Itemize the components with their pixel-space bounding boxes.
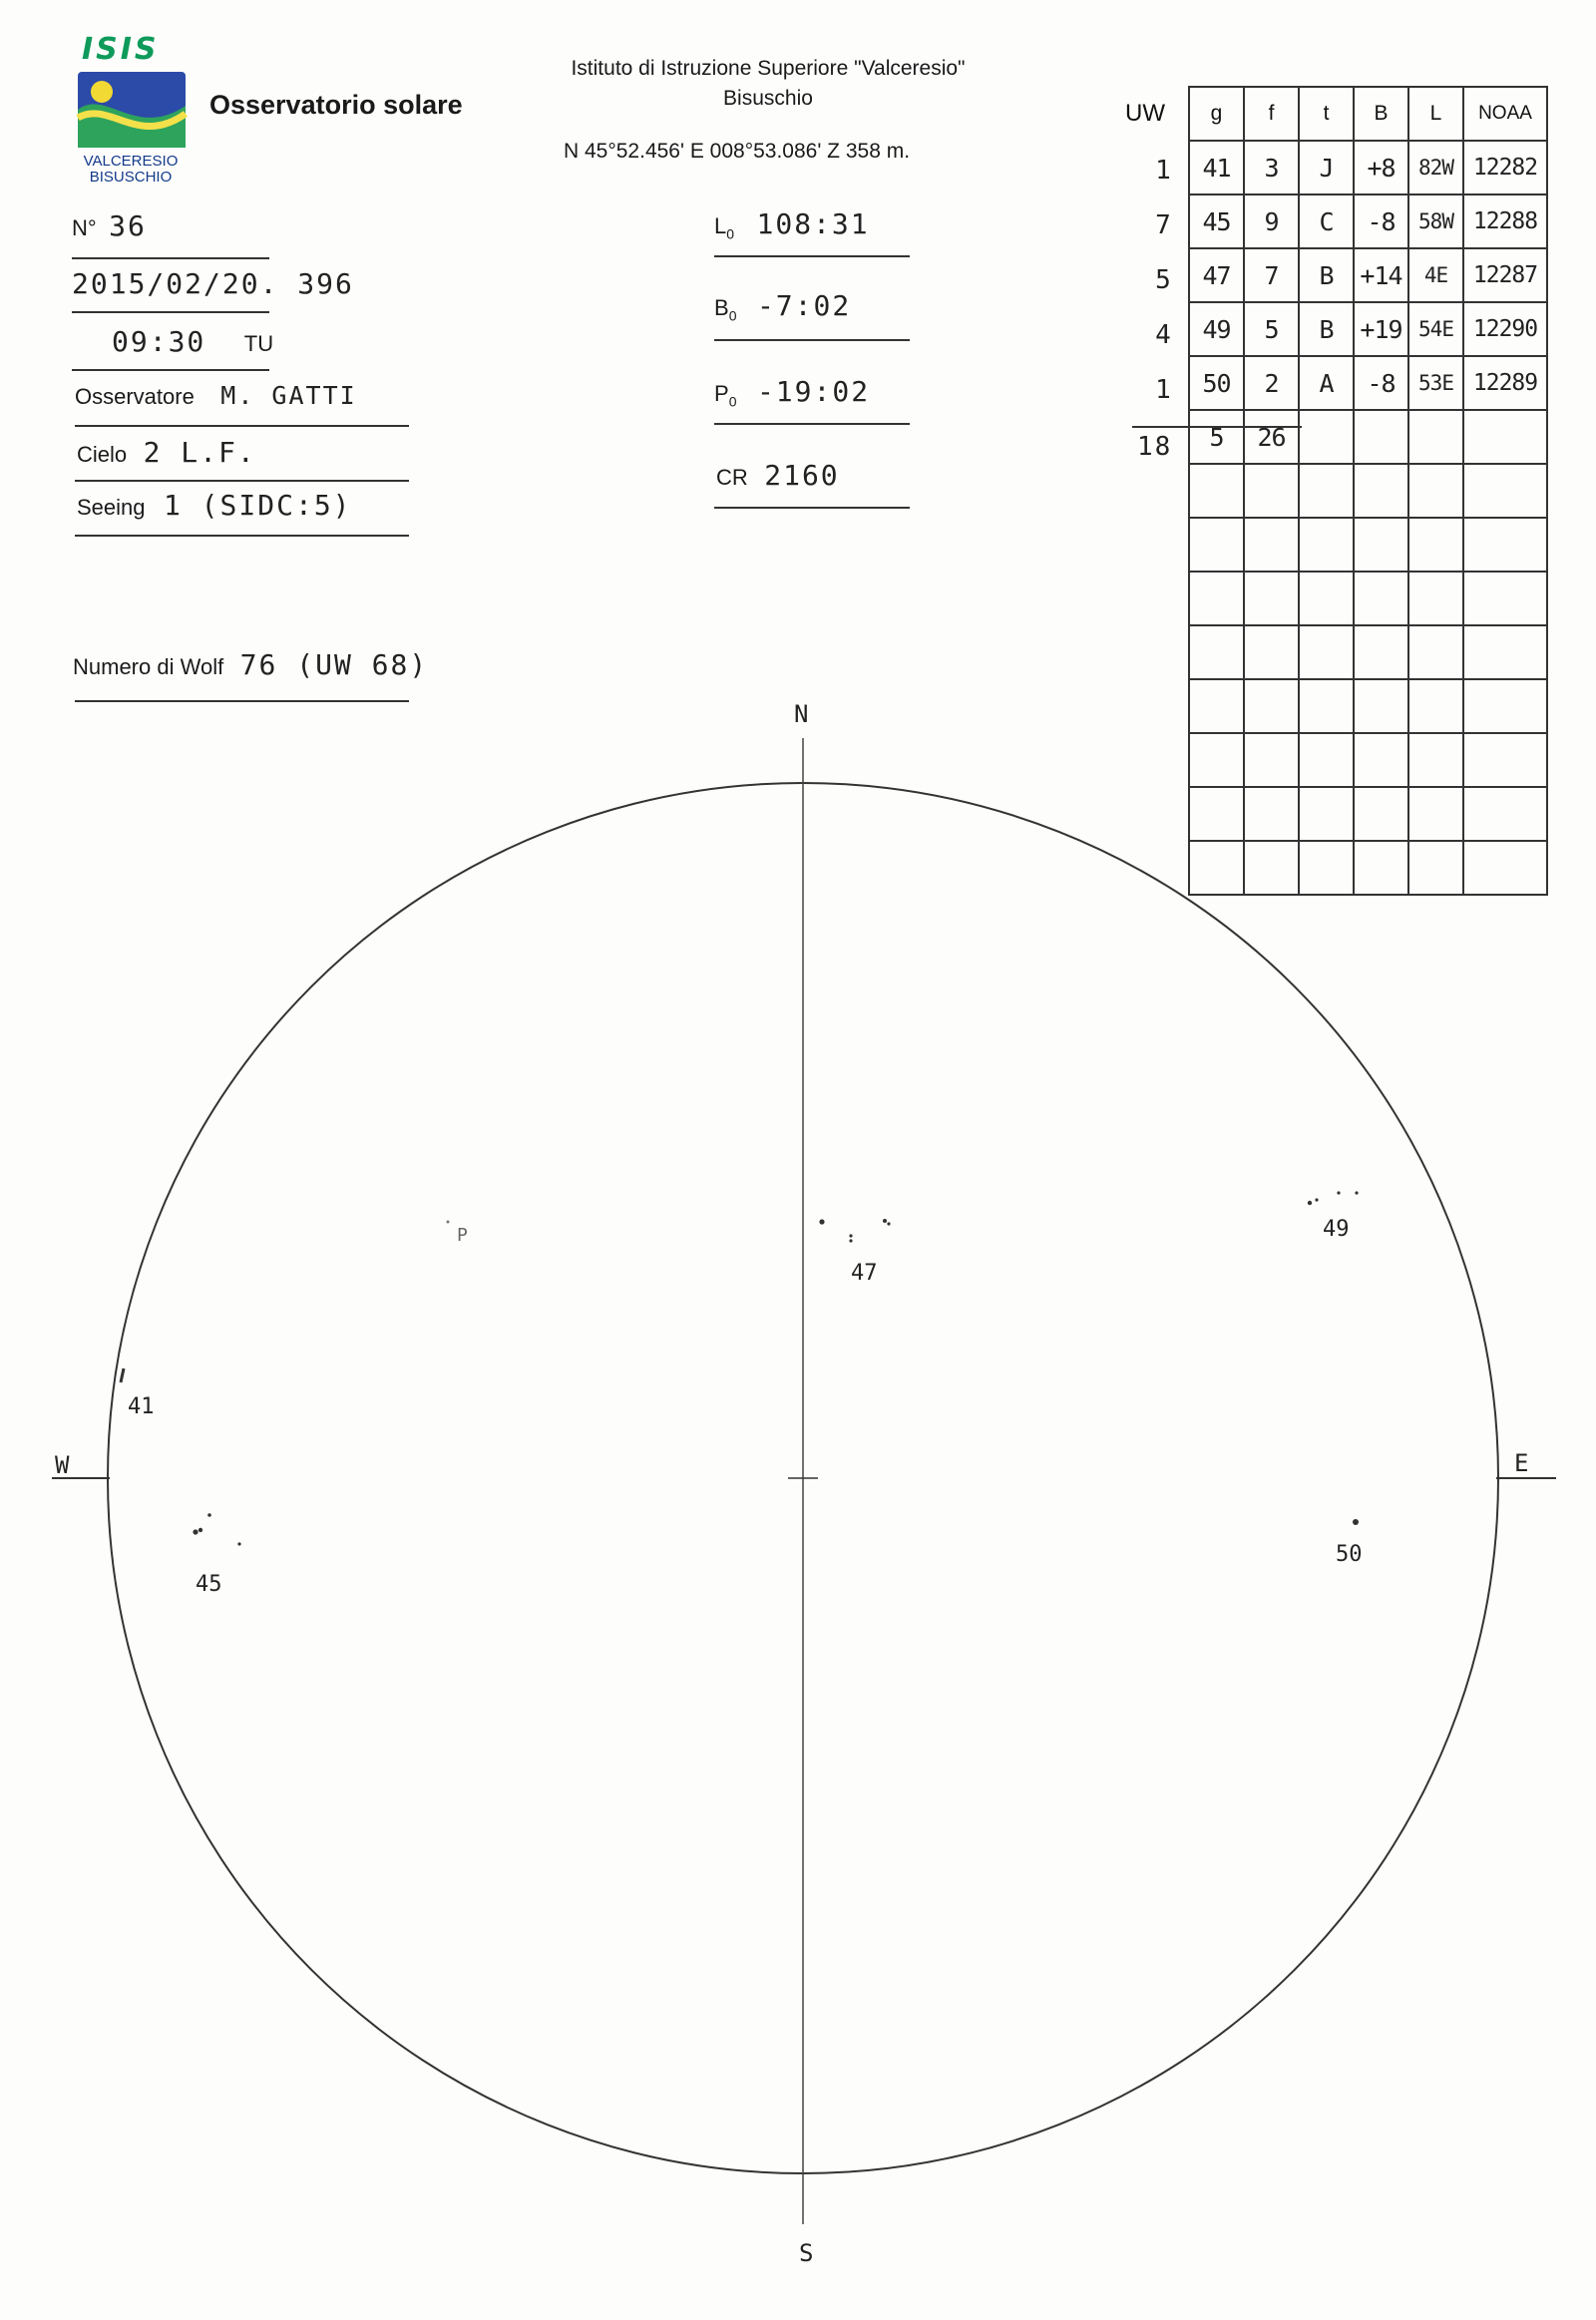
total-f: 26 — [1244, 410, 1299, 464]
table-row — [1189, 141, 1547, 194]
group-label-47: 47 — [851, 1261, 878, 1286]
cell-f: 9 — [1244, 194, 1299, 248]
cell-noaa: 12289 — [1463, 356, 1547, 410]
empty-cell — [1354, 410, 1408, 464]
time-unit: TU — [243, 331, 274, 356]
cell-g: 50 — [1189, 356, 1244, 410]
cell-g: 49 — [1189, 302, 1244, 356]
empty-cell — [1189, 625, 1244, 679]
seeing-field — [77, 489, 352, 522]
b0-field — [714, 289, 851, 323]
logo-caption — [72, 154, 190, 186]
observer-field — [75, 381, 357, 410]
logo-word: ISIS — [82, 32, 160, 67]
cell-f: 5 — [1244, 302, 1299, 356]
empty-cell — [1408, 410, 1463, 464]
institute-town: Bisuschio — [723, 87, 813, 110]
cell-l: 53E — [1408, 356, 1463, 410]
cell-g: 41 — [1189, 141, 1244, 194]
sunspot-group-41-marks — [121, 1368, 124, 1382]
empty-cell — [1408, 625, 1463, 679]
logo-caption-line2: BISUSCHIO — [89, 169, 173, 186]
p0-label: $P_0$ — [714, 381, 737, 410]
facula-mark — [447, 1221, 450, 1224]
p0-field — [714, 375, 870, 409]
uw-header: UW — [1125, 100, 1165, 127]
cell-l: 58W — [1408, 194, 1463, 248]
empty-cell — [1244, 625, 1299, 679]
col-header-b: B — [1354, 87, 1408, 141]
cell-t: B — [1299, 302, 1354, 356]
blank-row — [1189, 518, 1547, 572]
uw-value: 1 — [1155, 156, 1173, 186]
cell-t: C — [1299, 194, 1354, 248]
l0-rule — [714, 255, 910, 257]
sky-rule — [75, 480, 409, 482]
cell-b: +14 — [1354, 248, 1408, 302]
empty-cell — [1189, 464, 1244, 518]
l0-field — [714, 207, 870, 241]
sky-value: 2 L.F. — [143, 436, 256, 469]
time-value: 09:30 — [112, 325, 206, 358]
empty-cell — [1463, 410, 1547, 464]
blank-row — [1189, 464, 1547, 518]
p0-rule — [714, 423, 910, 425]
empty-cell — [1408, 518, 1463, 572]
empty-cell — [1408, 572, 1463, 625]
observer-value: M. GATTI — [220, 381, 357, 410]
empty-cell — [1354, 464, 1408, 518]
observer-rule — [75, 425, 409, 427]
cell-t: J — [1299, 141, 1354, 194]
empty-cell — [1299, 518, 1354, 572]
uw-column — [1139, 144, 1189, 418]
sky-label: Cielo — [77, 442, 128, 467]
observatory-title: Osservatorio solare — [209, 90, 463, 120]
wolf-value: 76 (UW 68) — [239, 648, 429, 681]
total-g: 5 — [1189, 410, 1244, 464]
l0-value: 108:31 — [756, 207, 870, 240]
cell-noaa: 12290 — [1463, 302, 1547, 356]
logo-emblem-icon — [76, 70, 188, 152]
number-label: N° — [72, 215, 97, 240]
solar-disk-drawing — [0, 698, 1596, 2314]
cr-value: 2160 — [764, 459, 840, 492]
date-rule — [72, 311, 269, 313]
col-header-g: g — [1189, 87, 1244, 141]
empty-cell — [1463, 464, 1547, 518]
empty-cell — [1354, 518, 1408, 572]
blank-row — [1189, 625, 1547, 679]
uw-value: 5 — [1155, 265, 1173, 295]
uw-value: 1 — [1155, 375, 1173, 405]
cr-field — [716, 459, 840, 492]
cr-label: CR — [716, 465, 748, 490]
observer-label: Osservatore — [75, 384, 195, 409]
seeing-label: Seeing — [77, 495, 146, 520]
group-label-41: 41 — [128, 1394, 155, 1419]
sunspot-group-45-marks — [193, 1513, 240, 1545]
empty-cell — [1408, 464, 1463, 518]
wolf-label: Numero di Wolf — [73, 654, 224, 679]
cell-t: B — [1299, 248, 1354, 302]
time-rule — [72, 369, 269, 371]
institute-header — [499, 54, 1037, 114]
cell-b: -8 — [1354, 194, 1408, 248]
cell-f: 7 — [1244, 248, 1299, 302]
uw-value: 7 — [1155, 210, 1173, 240]
empty-cell — [1354, 572, 1408, 625]
table-row — [1189, 356, 1547, 410]
table-row — [1189, 194, 1547, 248]
wolf-number-field — [73, 648, 428, 681]
l0-label: $L_0$ — [714, 213, 735, 242]
col-header-noaa: NOAA — [1463, 87, 1547, 141]
cell-f: 3 — [1244, 141, 1299, 194]
west-label: W — [55, 1451, 70, 1479]
table-row — [1189, 302, 1547, 356]
p0-value: -19:02 — [756, 375, 871, 408]
north-label: N — [794, 700, 809, 728]
empty-cell — [1299, 464, 1354, 518]
school-logo — [72, 32, 190, 186]
empty-cell — [1463, 625, 1547, 679]
cell-l: 4E — [1408, 248, 1463, 302]
number-value: 36 — [109, 209, 147, 242]
cell-t: A — [1299, 356, 1354, 410]
cell-noaa: 12287 — [1463, 248, 1547, 302]
cell-noaa: 12288 — [1463, 194, 1547, 248]
b0-value: -7:02 — [756, 289, 852, 322]
cell-l: 54E — [1408, 302, 1463, 356]
cell-f: 2 — [1244, 356, 1299, 410]
observation-time — [112, 325, 273, 358]
cell-l: 82W — [1408, 141, 1463, 194]
b0-label: $B_0$ — [714, 295, 737, 324]
empty-cell — [1299, 410, 1354, 464]
institute-name: Istituto di Istruzione Superiore "Valceresio" — [571, 57, 966, 80]
sky-field — [77, 436, 256, 469]
empty-cell — [1299, 625, 1354, 679]
sunspot-group-50-marks — [1353, 1519, 1359, 1525]
empty-cell — [1189, 518, 1244, 572]
cell-g: 45 — [1189, 194, 1244, 248]
observatory-coordinates: N 45°52.456' E 008°53.086' Z 358 m. — [564, 140, 911, 163]
cell-b: -8 — [1354, 356, 1408, 410]
col-header-t: t — [1299, 87, 1354, 141]
sunspot-group-47-marks — [819, 1219, 890, 1243]
group-label-49: 49 — [1323, 1217, 1350, 1242]
observation-number — [72, 209, 147, 242]
seeing-rule — [75, 535, 409, 537]
col-header-l: L — [1408, 87, 1463, 141]
cell-b: +19 — [1354, 302, 1408, 356]
empty-cell — [1244, 572, 1299, 625]
col-header-f: f — [1244, 87, 1299, 141]
empty-cell — [1244, 464, 1299, 518]
uw-total: 18 — [1137, 432, 1173, 462]
cell-g: 47 — [1189, 248, 1244, 302]
number-rule — [72, 257, 269, 259]
cell-noaa: 12282 — [1463, 141, 1547, 194]
empty-cell — [1463, 518, 1547, 572]
totals-row — [1189, 410, 1547, 464]
table-row — [1189, 248, 1547, 302]
seeing-value: 1 (SIDC:5) — [163, 489, 352, 522]
empty-cell — [1354, 625, 1408, 679]
group-label-45: 45 — [196, 1572, 222, 1597]
b0-rule — [714, 339, 910, 341]
table-header-row — [1189, 87, 1547, 141]
observation-date: 2015/02/20. 396 — [72, 267, 354, 300]
empty-cell — [1189, 572, 1244, 625]
sunspot-group-49-marks — [1308, 1191, 1359, 1205]
east-label: E — [1514, 1449, 1529, 1477]
group-label-50: 50 — [1336, 1542, 1363, 1567]
empty-cell — [1299, 572, 1354, 625]
south-label: S — [799, 2239, 814, 2267]
empty-cell — [1244, 518, 1299, 572]
facula-label: P — [457, 1225, 468, 1246]
cell-b: +8 — [1354, 141, 1408, 194]
logo-caption-line1: VALCERESIO — [83, 153, 179, 170]
uw-value: 4 — [1155, 320, 1173, 350]
cr-rule — [714, 507, 910, 509]
empty-cell — [1463, 572, 1547, 625]
blank-row — [1189, 572, 1547, 625]
